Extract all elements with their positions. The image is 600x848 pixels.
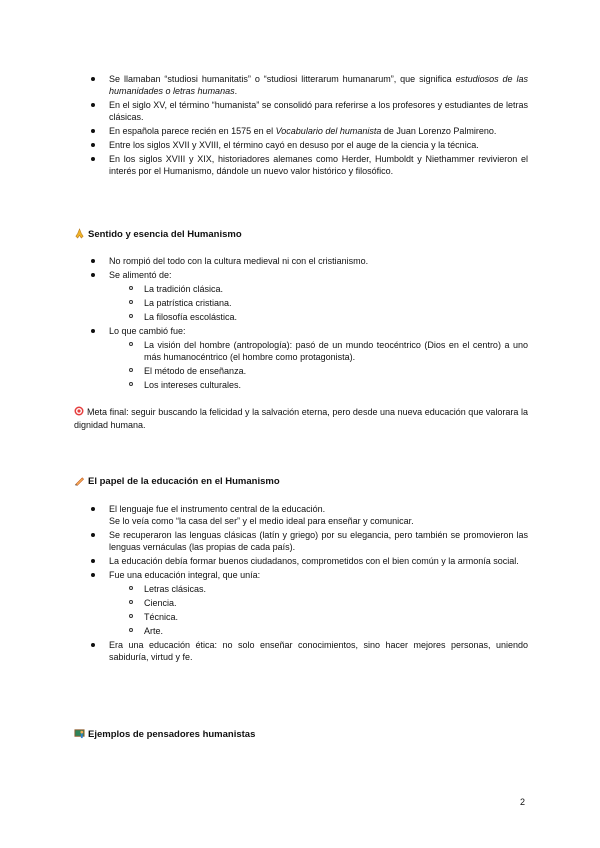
list-item: En el siglo XV, el término “humanista” se consolidó para referirse a los profesores y estudiantes de letras clásicas. [74,99,528,123]
sentido-list [74,255,528,391]
intro-list [74,73,528,177]
teacher-icon [74,728,85,739]
target-icon [74,406,84,416]
list-item: Era una educación ética: no solo enseñar conocimientos, sino hacer mejores personas, uniendo sabiduría, virtud y fe. [74,639,528,663]
sublist-item: La filosofía escolástica. [109,311,528,323]
section-heading-sentido: Sentido y esencia del Humanismo [74,228,242,240]
list-item: Fue una educación integral, que unía: Letras clásicas. Ciencia. Técnica. Arte. [74,569,528,637]
list-item: No rompió del todo con la cultura medieval ni con el cristianismo. [74,255,528,267]
section-heading-ejemplos: Ejemplos de pensadores humanistas [74,728,255,740]
educacion-list [74,503,528,663]
list-item: El lenguaje fue el instrumento central de la educación. Se lo veía como “la casa del ser” y el medio ideal para enseñar y comunicar. [74,503,528,527]
praying-hands-icon [74,228,85,239]
sublist-item: Ciencia. [109,597,528,609]
sublist [109,339,528,391]
sublist-item: Técnica. [109,611,528,623]
sublist-item: Arte. [109,625,528,637]
list-item: Se recuperaron las lenguas clásicas (latín y griego) por su elegancia, pero también se promovieron las lenguas vernáculas (las propias de cada país). [74,529,528,553]
sublist-item: Los intereses culturales. [109,379,528,391]
list-item: En española parece recién en 1575 en el Vocabulario del humanista de Juan Lorenzo Palmireno. [74,125,528,137]
list-item: Se alimentó de: La tradición clásica. La patrística cristiana. La filosofía escolástica. [74,269,528,323]
sublist-item: Letras clásicas. [109,583,528,595]
writing-hand-icon [74,475,85,486]
goal-paragraph: Meta final: seguir buscando la felicidad y la salvación eterna, pero desde una nueva educación que valorara la dignidad humana. [74,407,528,430]
sublist-item: La tradición clásica. [109,283,528,295]
list-item: La educación debía formar buenos ciudadanos, comprometidos con el bien común y la armonía social. [74,555,528,567]
list-item: En los siglos XVIII y XIX, historiadores alemanes como Herder, Humboldt y Niethammer revivieron el interés por el Humanismo, dándole un nuevo valor histórico y filosófico. [74,153,528,177]
section-heading-educacion: El papel de la educación en el Humanismo [74,475,280,487]
intro-section [74,73,528,179]
list-item: Se llamaban “studiosi humanitatis” o “studiosi litterarum humanarum”, que significa estudiosos de las humanidades o letras humanas. [74,73,528,97]
sublist-item: La patrística cristiana. [109,297,528,309]
sublist [109,583,528,637]
page-number: 2 [520,797,526,807]
sentido-section [74,255,528,393]
educacion-section [74,503,528,665]
sublist-item: La visión del hombre (antropología): pasó de un mundo teocéntrico (Dios en el centro) a uno más humanocéntrico (el hombre como protagonista). [109,339,528,363]
sublist [109,283,528,323]
list-item: Lo que cambió fue: La visión del hombre (antropología): pasó de un mundo teocéntrico (Dios en el centro) a uno más humanocéntrico (el hombre como protagonista). El método de enseñanza. Los intereses culturales. [74,325,528,391]
list-item: Entre los siglos XVII y XVIII, el término cayó en desuso por el auge de la ciencia y la técnica. [74,139,528,151]
sublist-item: El método de enseñanza. [109,365,528,377]
